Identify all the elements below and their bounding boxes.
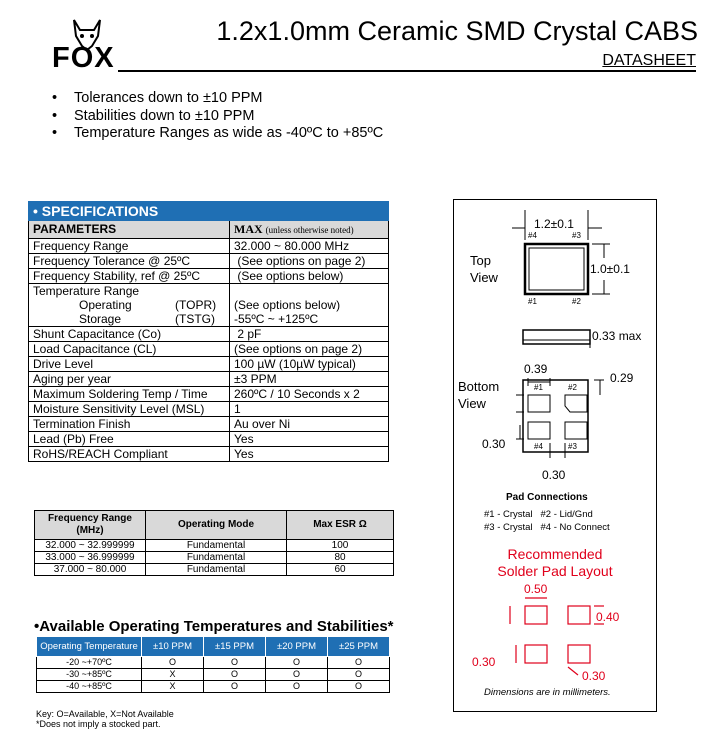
available-key: [36, 709, 174, 729]
feature-item: • Stabilities down to ±10 PPM: [50, 108, 383, 126]
page-subtitle: DATASHEET: [602, 52, 696, 69]
value-cell: Yes: [230, 432, 389, 447]
table-row: [29, 269, 389, 284]
temp-range-label: Temperature Range: [33, 284, 140, 298]
storage-label: Storage: [79, 312, 122, 326]
value-cell: (See options below): [230, 269, 389, 284]
avail-cell: O: [142, 657, 204, 669]
avail-header: ±20 PPM: [266, 637, 328, 657]
dim-side-max: 0.33 max: [592, 329, 642, 343]
available-title: •Available Operating Temperatures and Stabilities*: [34, 618, 394, 635]
avail-cell: O: [204, 669, 266, 681]
key-note: *Does not imply a stocked part.: [36, 719, 161, 729]
avail-cell: O: [328, 669, 390, 681]
col-parameters: PARAMETERS: [29, 221, 230, 239]
table-row: [29, 284, 389, 327]
param-cell: Drive Level: [29, 357, 230, 372]
param-cell: Maximum Soldering Temp / Time: [29, 387, 230, 402]
value-cell: 100 µW (10µW typical): [230, 357, 389, 372]
dim-bottom-039: 0.39: [524, 362, 548, 376]
param-cell: Termination Finish: [29, 417, 230, 432]
table-row: [29, 357, 389, 372]
esr-cell: Fundamental: [146, 564, 287, 576]
pin-label: #3: [568, 442, 577, 451]
pin-label: #4: [534, 442, 543, 451]
value-cell: Au over Ni: [230, 417, 389, 432]
header-rule: [118, 70, 696, 72]
param-cell: Lead (Pb) Free: [29, 432, 230, 447]
table-row: [29, 254, 389, 269]
bottom-view-label: Bottom View: [458, 379, 500, 411]
dim-pad-040: 0.40: [596, 610, 620, 624]
avail-cell: O: [204, 657, 266, 669]
avail-cell: O: [328, 681, 390, 693]
value-cell: Yes: [230, 447, 389, 462]
avail-cell: O: [204, 681, 266, 693]
feature-item: • Tolerances down to ±10 PPM: [50, 90, 383, 108]
value-cell: (See options on page 2): [230, 254, 389, 269]
avail-cell: O: [328, 657, 390, 669]
col-max: [230, 221, 389, 239]
avail-cell: O: [266, 681, 328, 693]
esr-header-esr: Max ESR Ω: [287, 511, 394, 540]
dim-top-width: 1.2±0.1: [534, 217, 574, 231]
esr-cell: 80: [287, 552, 394, 564]
value-cell: 32.000 ~ 80.000 MHz: [230, 239, 389, 254]
operating-symbol: (TOPR): [175, 298, 217, 312]
solder-layout-title: Recommended: [507, 546, 603, 562]
dim-pad-030: 0.30: [582, 669, 606, 683]
pin-label: #1: [534, 383, 543, 392]
value-cell: 2 pF: [230, 327, 389, 342]
table-row: [29, 327, 389, 342]
avail-cell: O: [266, 657, 328, 669]
diagram-footnote: Dimensions are in millimeters.: [484, 687, 611, 698]
param-cell: RoHS/REACH Compliant: [29, 447, 230, 462]
table-row: [29, 417, 389, 432]
value-cell: 260ºC / 10 Seconds x 2: [230, 387, 389, 402]
avail-cell: -40 ~+85ºC: [37, 681, 142, 693]
value-cell: 1: [230, 402, 389, 417]
param-cell: Moisture Sensitivity Level (MSL): [29, 402, 230, 417]
esr-table: [34, 510, 394, 576]
table-row: [29, 387, 389, 402]
table-row: [35, 552, 394, 564]
feature-list: [50, 90, 383, 143]
table-row: [37, 681, 390, 693]
avail-header: ±15 PPM: [204, 637, 266, 657]
value-cell: ±3 PPM: [230, 372, 389, 387]
operating-line: [33, 298, 216, 326]
avail-cell: -20 ~+70ºC: [37, 657, 142, 669]
pin-label: #2: [568, 383, 577, 392]
esr-cell: 37.000 ~ 80.000: [35, 564, 146, 576]
table-row: [29, 239, 389, 254]
esr-header-frequency: Frequency Range (MHz): [35, 511, 146, 540]
specs-banner: • SPECIFICATIONS: [29, 202, 389, 221]
table-row: [37, 657, 390, 669]
feature-item: • Temperature Ranges as wide as -40ºC to +85ºC: [50, 125, 383, 143]
param-cell: Shunt Capacitance (Co): [29, 327, 230, 342]
temp-range-cell: [29, 284, 230, 327]
pad-connections-title: Pad Connections: [506, 492, 588, 503]
operating-label: Operating: [79, 298, 132, 312]
table-row: [35, 564, 394, 576]
table-row: [37, 669, 390, 681]
temp-range-values: [230, 284, 389, 327]
table-row: [29, 342, 389, 357]
specifications-table: [28, 201, 389, 462]
pin-label: #3: [572, 231, 581, 240]
esr-cell: 33.000 ~ 36.999999: [35, 552, 146, 564]
param-cell: Frequency Range: [29, 239, 230, 254]
avail-cell: X: [142, 669, 204, 681]
param-cell: Load Capacitance (CL): [29, 342, 230, 357]
mechanical-diagram: [453, 199, 657, 712]
max-note: (unless otherwise noted): [265, 225, 354, 235]
avail-header: ±10 PPM: [142, 637, 204, 657]
table-row: [29, 372, 389, 387]
pin-label: #2: [572, 297, 581, 306]
page-title: 1.2x1.0mm Ceramic SMD Crystal CABS: [216, 16, 698, 46]
table-row: [29, 402, 389, 417]
param-cell: Frequency Tolerance @ 25ºC: [29, 254, 230, 269]
avail-header: ±25 PPM: [328, 637, 390, 657]
pad-connections-line: #1 - Crystal #2 - Lid/Gnd: [484, 509, 593, 520]
brand-name: FOX: [52, 42, 115, 74]
param-cell: Frequency Stability, ref @ 25ºC: [29, 269, 230, 284]
dim-bottom-029: 0.29: [610, 371, 634, 385]
avail-cell: -30 ~+85ºC: [37, 669, 142, 681]
esr-cell: 60: [287, 564, 394, 576]
avail-cell: X: [142, 681, 204, 693]
dim-bottom-030: 0.30: [542, 468, 566, 482]
max-label: MAX: [234, 222, 263, 236]
esr-cell: 32.000 ~ 32.999999: [35, 540, 146, 552]
param-cell: Aging per year: [29, 372, 230, 387]
esr-cell: Fundamental: [146, 540, 287, 552]
value-cell: (See options on page 2): [230, 342, 389, 357]
fox-logo: [52, 16, 122, 74]
table-row: [29, 447, 389, 462]
pin-label: #4: [528, 231, 537, 240]
available-table: [36, 636, 390, 693]
esr-cell: 100: [287, 540, 394, 552]
avail-header-temp: Operating Temperature: [37, 637, 142, 657]
storage-symbol: (TSTG): [175, 312, 215, 326]
dim-top-height: 1.0±0.1: [590, 262, 630, 276]
avail-cell: O: [266, 669, 328, 681]
key-text: Key: O=Available, X=Not Available: [36, 709, 174, 719]
table-row: [35, 540, 394, 552]
solder-layout-title: Solder Pad Layout: [497, 563, 613, 579]
esr-header-mode: Operating Mode: [146, 511, 287, 540]
table-row: [29, 432, 389, 447]
pad-connections-line: #3 - Crystal #4 - No Connect: [484, 522, 610, 533]
dim-pad-030: 0.30: [472, 655, 496, 669]
dim-bottom-030: 0.30: [482, 437, 506, 451]
top-view-label: Top View: [470, 253, 498, 285]
pin-label: #1: [528, 297, 537, 306]
storage-value: -55ºC ~ +125ºC: [234, 312, 319, 326]
dim-pad-050: 0.50: [524, 582, 548, 596]
operating-value: (See options below): [234, 298, 341, 312]
esr-cell: Fundamental: [146, 552, 287, 564]
